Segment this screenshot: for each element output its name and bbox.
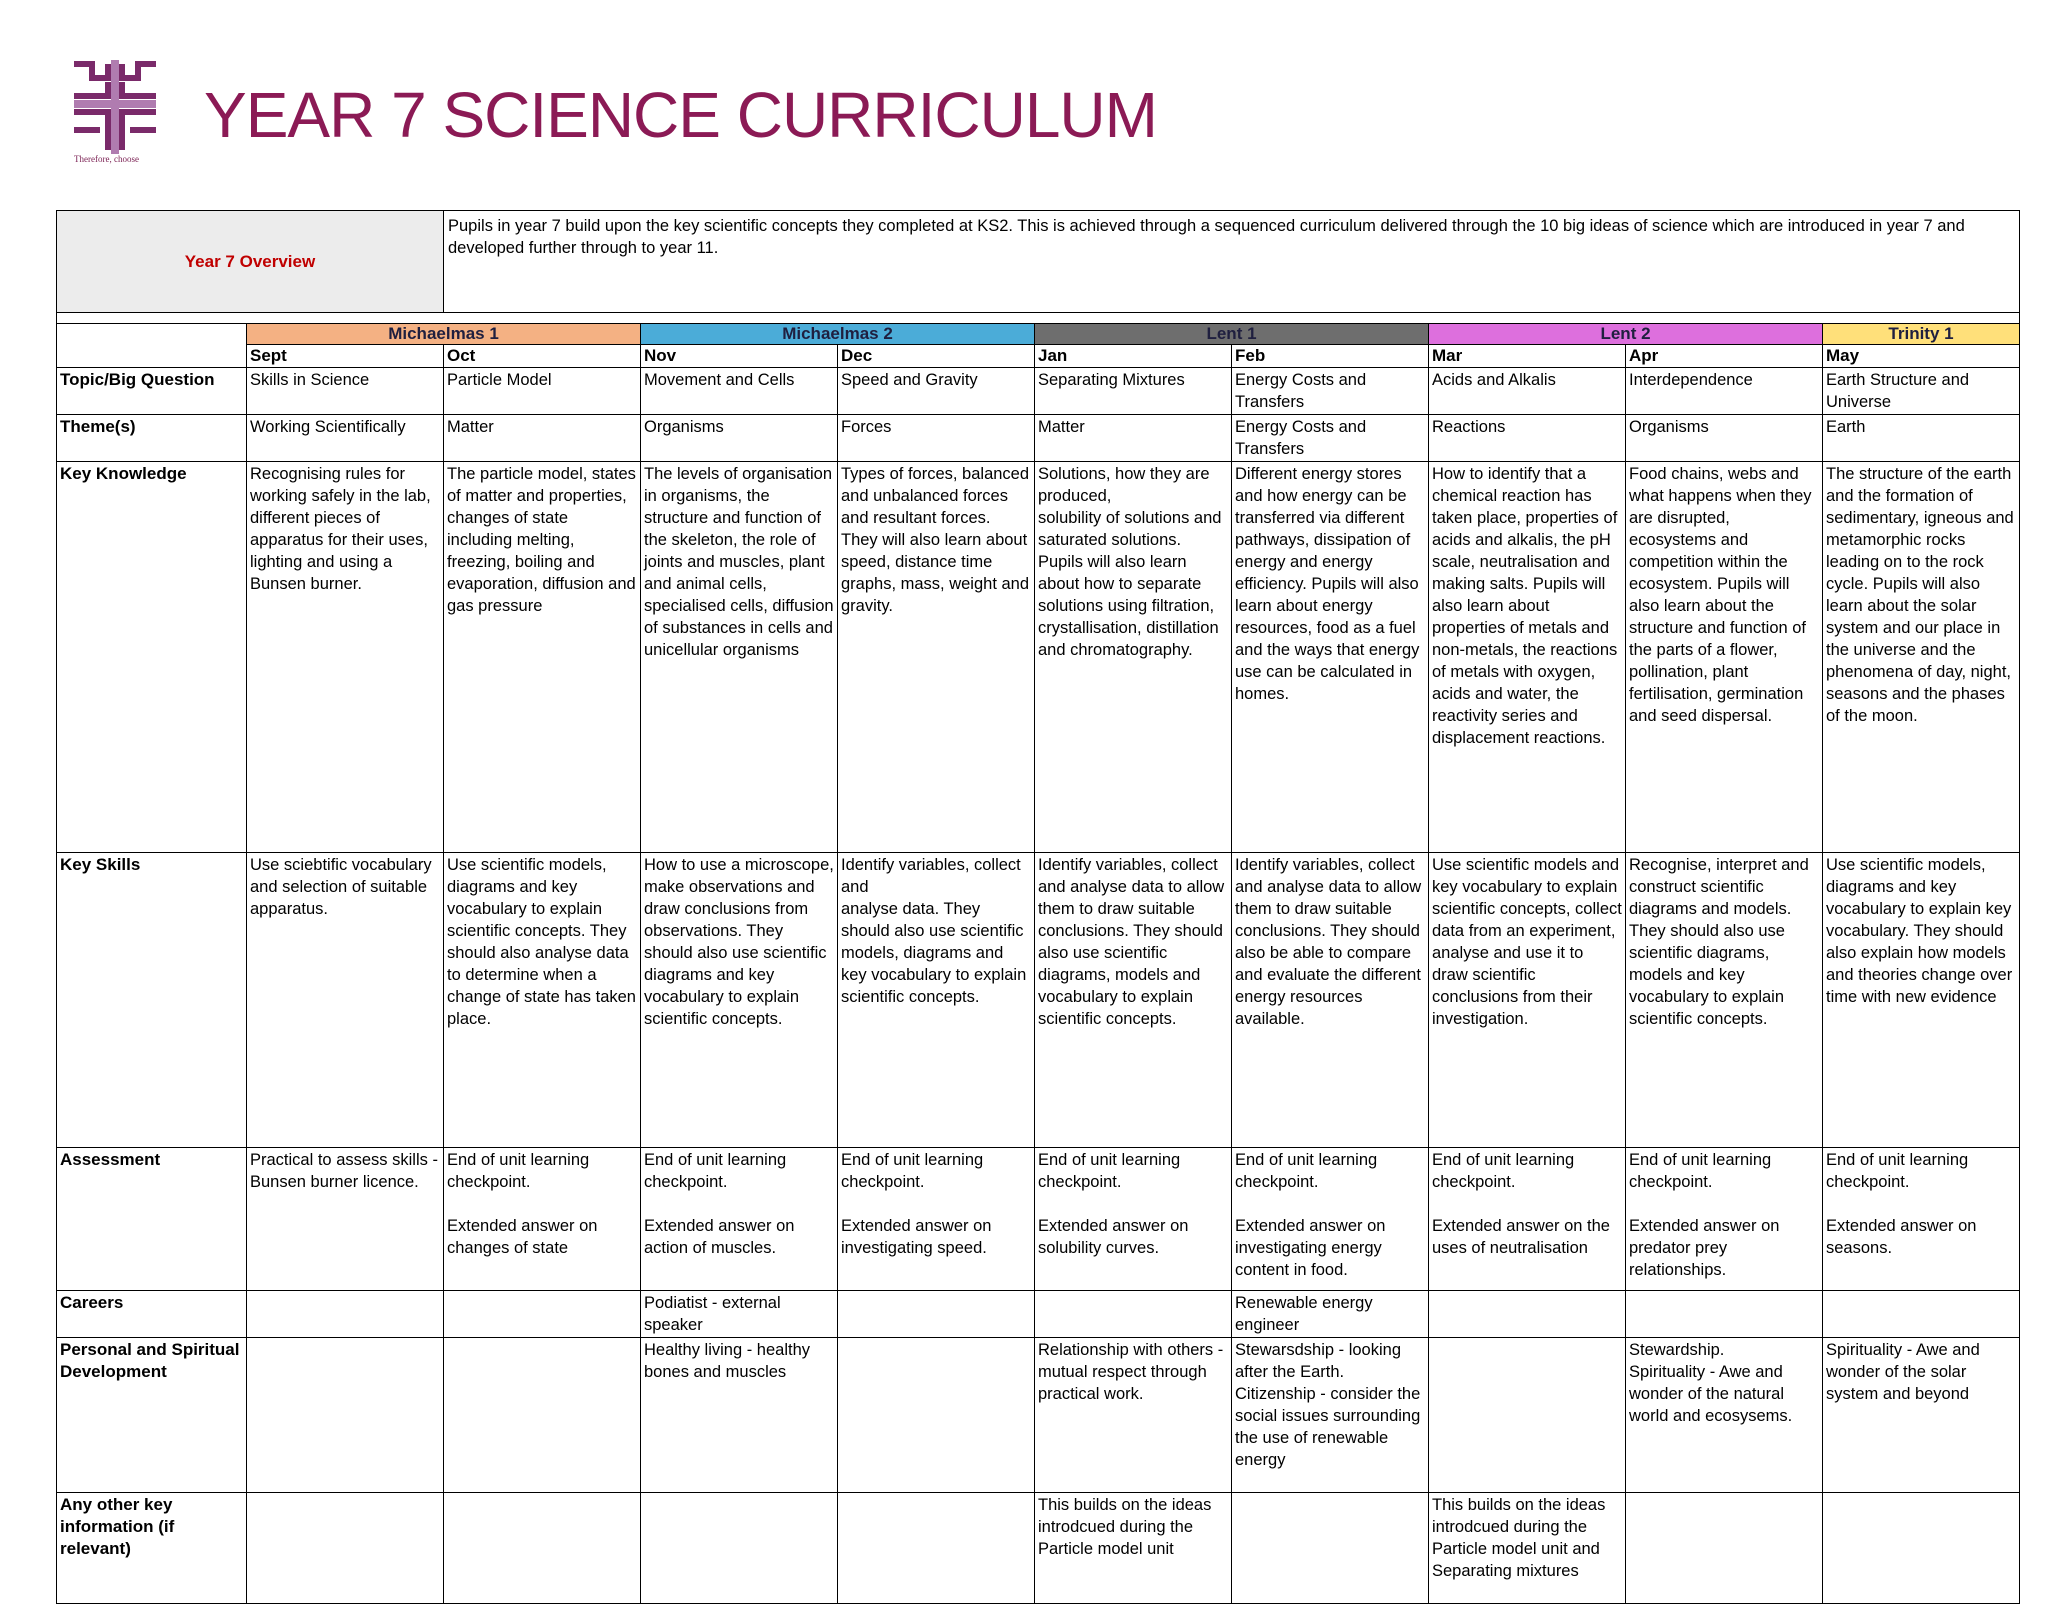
- table-cell: This builds on the ideas introdcued during the Particle model unit: [1035, 1493, 1232, 1604]
- table-cell: Movement and Cells: [641, 368, 838, 415]
- table-cell: Renewable energy engineer: [1232, 1291, 1429, 1338]
- table-cell: This builds on the ideas introdcued during the Particle model unit and Separating mixtures: [1429, 1493, 1626, 1604]
- table-cell: [1035, 1291, 1232, 1338]
- term-michaelmas-2: Michaelmas 2: [641, 324, 1035, 345]
- table-cell: Working Scientifically: [247, 415, 444, 462]
- table-cell: [1429, 1291, 1626, 1338]
- row-label: Key Skills: [57, 853, 247, 1148]
- term-michaelmas-1: Michaelmas 1: [247, 324, 641, 345]
- table-cell: Organisms: [641, 415, 838, 462]
- key-skills-row: [57, 853, 2020, 1148]
- table-cell: Separating Mixtures: [1035, 368, 1232, 415]
- table-cell: Interdependence: [1626, 368, 1823, 415]
- table-cell: Podiatist - external speaker: [641, 1291, 838, 1338]
- row-label: Careers: [57, 1291, 247, 1338]
- table-cell: [838, 1338, 1035, 1493]
- month-header: Feb: [1232, 345, 1429, 368]
- school-crest-logo: [70, 56, 160, 166]
- page-header: [70, 50, 1270, 170]
- table-cell: The structure of the earth and the formation of sedimentary, igneous and metamorphic rocks leading on to the rock cycle. Pupils will also learn about the solar system and our place in the universe and the phenomena of day, night, seasons and the phases of the moon.: [1823, 462, 2020, 853]
- table-cell: Energy Costs and Transfers: [1232, 368, 1429, 415]
- table-cell: How to identify that a chemical reaction has taken place, properties of acids and alkalis, the pH scale, neutralisation and making salts. Pupils will also learn about properties of metals and non-metals, the reactions of metals with oxygen, acids and water, the reactivity series and displacement reactions.: [1429, 462, 1626, 853]
- table-cell: [247, 1291, 444, 1338]
- table-cell: How to use a microscope, make observations and draw conclusions from observations. They should also use scientific diagrams and key vocabulary to explain scientific concepts.: [641, 853, 838, 1148]
- table-cell: End of unit learning checkpoint. Extended answer on predator prey relationships.: [1626, 1148, 1823, 1291]
- other-info-row: [57, 1493, 2020, 1604]
- table-cell: [247, 1493, 444, 1604]
- key-knowledge-row: [57, 462, 2020, 853]
- table-cell: Matter: [1035, 415, 1232, 462]
- table-cell: Organisms: [1626, 415, 1823, 462]
- overview-row: [57, 211, 2020, 313]
- overview-label: Year 7 Overview: [57, 211, 444, 313]
- table-cell: End of unit learning checkpoint. Extended answer on action of muscles.: [641, 1148, 838, 1291]
- table-cell: Use scientific models, diagrams and key vocabulary to explain scientific concepts. They should also analyse data to determine when a change of state has taken place.: [444, 853, 641, 1148]
- table-cell: Spirituality - Awe and wonder of the solar system and beyond: [1823, 1338, 2020, 1493]
- table-cell: Healthy living - healthy bones and muscles: [641, 1338, 838, 1493]
- month-header: May: [1823, 345, 2020, 368]
- term-row-blank: [57, 324, 247, 345]
- table-cell: Particle Model: [444, 368, 641, 415]
- table-cell: Skills in Science: [247, 368, 444, 415]
- term-lent-1: Lent 1: [1035, 324, 1429, 345]
- table-cell: End of unit learning checkpoint. Extended answer on investigating speed.: [838, 1148, 1035, 1291]
- personal-spiritual-row: [57, 1338, 2020, 1493]
- table-cell: Identify variables, collect and analyse data to allow them to draw suitable conclusions. They should also use scientific diagrams, models and vocabulary to explain scientific concepts.: [1035, 853, 1232, 1148]
- table-cell: [247, 1338, 444, 1493]
- assessment-row: [57, 1148, 2020, 1291]
- careers-row: [57, 1291, 2020, 1338]
- table-cell: Earth Structure and Universe: [1823, 368, 2020, 415]
- table-cell: The levels of organisation in organisms, the structure and function of the skeleton, the role of joints and muscles, plant and animal cells, specialised cells, diffusion of substances in cells and unicellular organisms: [641, 462, 838, 853]
- table-cell: Use scientific models and key vocabulary to explain scientific concepts, collect data from an experiment, analyse and use it to draw scientific conclusions from their investigation.: [1429, 853, 1626, 1148]
- term-lent-2: Lent 2: [1429, 324, 1823, 345]
- table-cell: Matter: [444, 415, 641, 462]
- table-cell: Stewardship. Spirituality - Awe and wonder of the natural world and ecosysems.: [1626, 1338, 1823, 1493]
- table-cell: Identify variables, collect and analyse data. They should also use scientific models, diagrams and key vocabulary to explain scientific concepts.: [838, 853, 1035, 1148]
- table-cell: End of unit learning checkpoint. Extended answer on the uses of neutralisation: [1429, 1148, 1626, 1291]
- table-cell: Forces: [838, 415, 1035, 462]
- table-cell: [444, 1493, 641, 1604]
- table-cell: [838, 1493, 1035, 1604]
- table-cell: End of unit learning checkpoint. Extended answer on seasons.: [1823, 1148, 2020, 1291]
- overview-text: Pupils in year 7 build upon the key scientific concepts they completed at KS2. This is achieved through a sequenced curriculum delivered through the 10 big ideas of science which are introduced in year 7 and developed further through to year 11.: [444, 211, 2020, 313]
- month-header: Mar: [1429, 345, 1626, 368]
- table-cell: Acids and Alkalis: [1429, 368, 1626, 415]
- table-cell: Recognising rules for working safely in the lab, different pieces of apparatus for their uses, lighting and using a Bunsen burner.: [247, 462, 444, 853]
- term-trinity-1: Trinity 1: [1823, 324, 2020, 345]
- table-cell: [641, 1493, 838, 1604]
- table-cell: Energy Costs and Transfers: [1232, 415, 1429, 462]
- row-label: Assessment: [57, 1148, 247, 1291]
- table-cell: Food chains, webs and what happens when they are disrupted, ecosystems and competition within the ecosystem. Pupils will also learn about the structure and function of the parts of a flower, pollination, plant fertilisation, germination and seed dispersal.: [1626, 462, 1823, 853]
- curriculum-table: [56, 210, 2020, 1604]
- table-cell: [1232, 1493, 1429, 1604]
- table-cell: Stewarsdship - looking after the Earth. Citizenship - consider the social issues surrounding the use of renewable energy: [1232, 1338, 1429, 1493]
- page-title: YEAR 7 SCIENCE CURRICULUM: [204, 79, 1157, 151]
- table-cell: Relationship with others - mutual respect through practical work.: [1035, 1338, 1232, 1493]
- table-cell: Solutions, how they are produced, solubility of solutions and saturated solutions. Pupils will also learn about how to separate solutions using filtration, crystallisation, distillation and chromatography.: [1035, 462, 1232, 853]
- table-cell: [1626, 1493, 1823, 1604]
- table-cell: Use scientific models, diagrams and key vocabulary to explain key vocabulary. They should also explain how models and theories change over time with new evidence: [1823, 853, 2020, 1148]
- table-cell: Earth: [1823, 415, 2020, 462]
- table-cell: The particle model, states of matter and properties, changes of state including melting, freezing, boiling and evaporation, diffusion and gas pressure: [444, 462, 641, 853]
- table-cell: [444, 1291, 641, 1338]
- row-label: Theme(s): [57, 415, 247, 462]
- month-header: Dec: [838, 345, 1035, 368]
- table-cell: Types of forces, balanced and unbalanced forces and resultant forces. They will also learn about speed, distance time graphs, mass, weight and gravity.: [838, 462, 1035, 853]
- table-cell: [444, 1338, 641, 1493]
- table-cell: End of unit learning checkpoint. Extended answer on solubility curves.: [1035, 1148, 1232, 1291]
- table-cell: [1626, 1291, 1823, 1338]
- table-cell: [838, 1291, 1035, 1338]
- logo-caption: Therefore, choose: [74, 154, 139, 164]
- month-header: Oct: [444, 345, 641, 368]
- row-label: Personal and Spiritual Development: [57, 1338, 247, 1493]
- table-cell: Recognise, interpret and construct scientific diagrams and models. They should also use scientific diagrams, models and key vocabulary to explain scientific concepts.: [1626, 853, 1823, 1148]
- table-cell: Use sciebtific vocabulary and selection of suitable apparatus.: [247, 853, 444, 1148]
- topic-row: [57, 368, 2020, 415]
- month-header: Apr: [1626, 345, 1823, 368]
- table-cell: End of unit learning checkpoint. Extended answer on investigating energy content in food.: [1232, 1148, 1429, 1291]
- table-cell: [1823, 1493, 2020, 1604]
- spacer-row: [57, 313, 2020, 324]
- month-row: [57, 345, 2020, 368]
- table-cell: Different energy stores and how energy can be transferred via different pathways, dissipation of energy and energy efficiency. Pupils will also learn about energy resources, food as a fuel and the ways that energy use can be calculated in homes.: [1232, 462, 1429, 853]
- row-label: Topic/Big Question: [57, 368, 247, 415]
- month-header: Sept: [247, 345, 444, 368]
- term-row: [57, 324, 2020, 345]
- row-label: Any other key information (if relevant): [57, 1493, 247, 1604]
- table-cell: [1823, 1291, 2020, 1338]
- row-label: Key Knowledge: [57, 462, 247, 853]
- table-cell: Identify variables, collect and analyse data to allow them to draw suitable conclusions. They should also be able to compare and evaluate the different energy resources available.: [1232, 853, 1429, 1148]
- table-cell: Reactions: [1429, 415, 1626, 462]
- table-cell: Speed and Gravity: [838, 368, 1035, 415]
- month-header: Nov: [641, 345, 838, 368]
- month-row-blank: [57, 345, 247, 368]
- theme-row: [57, 415, 2020, 462]
- month-header: Jan: [1035, 345, 1232, 368]
- table-cell: End of unit learning checkpoint. Extended answer on changes of state: [444, 1148, 641, 1291]
- table-cell: Practical to assess skills - Bunsen burner licence.: [247, 1148, 444, 1291]
- table-cell: [1429, 1338, 1626, 1493]
